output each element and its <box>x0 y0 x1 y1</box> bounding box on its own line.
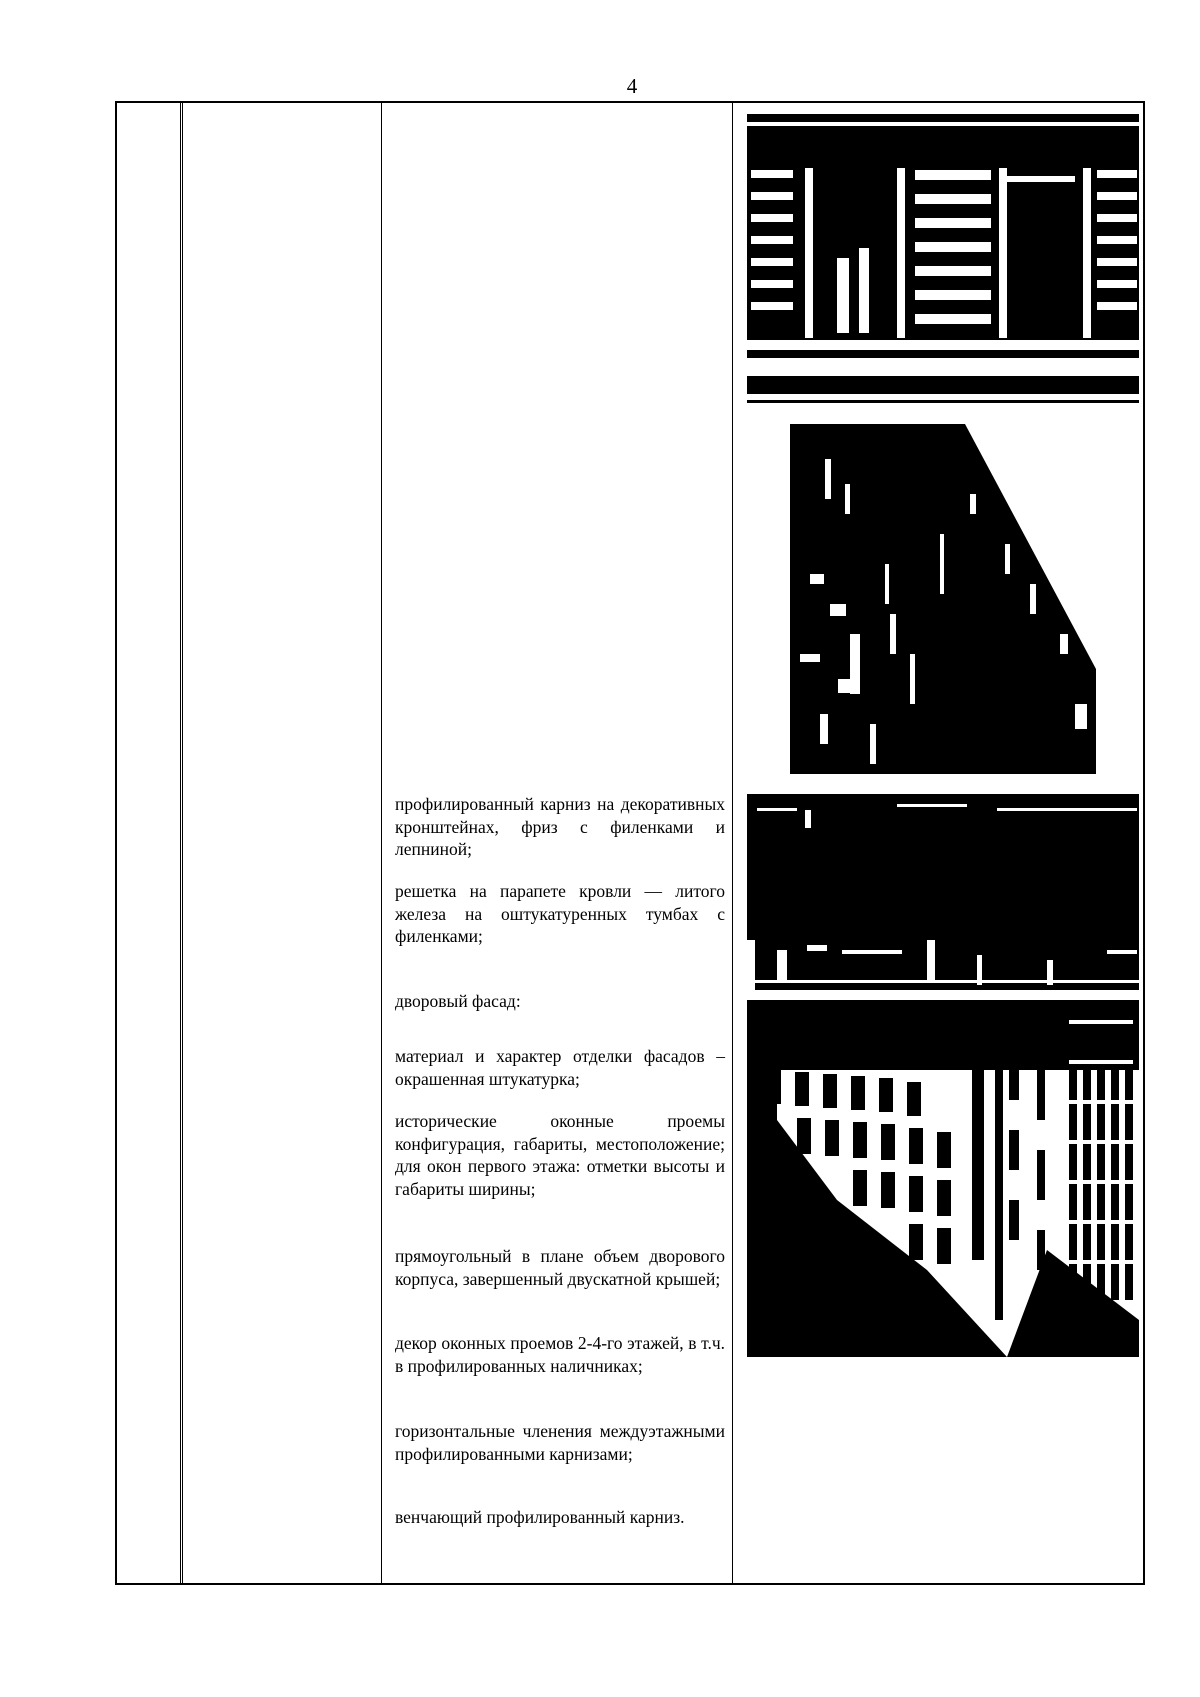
description-block-8 <box>395 1420 725 1465</box>
description-item: исторические оконные проемы конфигурация, габариты, местоположение; для окон первого этажа: отметки высоты и габариты ширины; <box>395 1111 725 1199</box>
description-item: декор оконных проемов 2-4-го этажей, в т.ч. в профилированных наличниках; <box>395 1333 725 1376</box>
heritage-table <box>115 101 1145 1585</box>
description-item: материал и характер отделки фасадов – окрашенная штукатурка; <box>395 1046 725 1089</box>
description-block-4 <box>395 1045 725 1090</box>
description-item: дворовый фасад: <box>395 991 521 1011</box>
cornice-photo <box>747 790 1139 990</box>
column-divider <box>180 103 181 1583</box>
description-block-9 <box>395 1506 725 1529</box>
description-item: венчающий профилированный карниз. <box>395 1507 685 1527</box>
description-item: решетка на парапете кровли — литого железа на оштукатуренных тумбах с филенками; <box>395 881 725 946</box>
description-block-7 <box>395 1332 725 1377</box>
description-item: профилированный карниз на декоративных кронштейнах, фриз с филенками и лепниной; <box>395 794 725 859</box>
description-block-2 <box>395 880 725 948</box>
courtyard-facade-photo <box>747 1000 1139 1357</box>
page-number: 4 <box>626 74 638 98</box>
description-item: прямоугольный в плане объем дворового корпуса, завершенный двускатной крышей; <box>395 1246 725 1289</box>
description-block-1 <box>395 793 725 861</box>
description-block-6 <box>395 1245 725 1290</box>
column-divider <box>381 103 382 1583</box>
street-facade-photo <box>790 424 1096 774</box>
column-divider <box>732 103 733 1583</box>
description-item: горизонтальные членения междуэтажными профилированными карнизами; <box>395 1421 725 1464</box>
window-facade-photo <box>747 108 1139 408</box>
column-divider <box>182 103 183 1583</box>
description-block-5 <box>395 1110 725 1200</box>
description-block-3 <box>395 990 725 1013</box>
